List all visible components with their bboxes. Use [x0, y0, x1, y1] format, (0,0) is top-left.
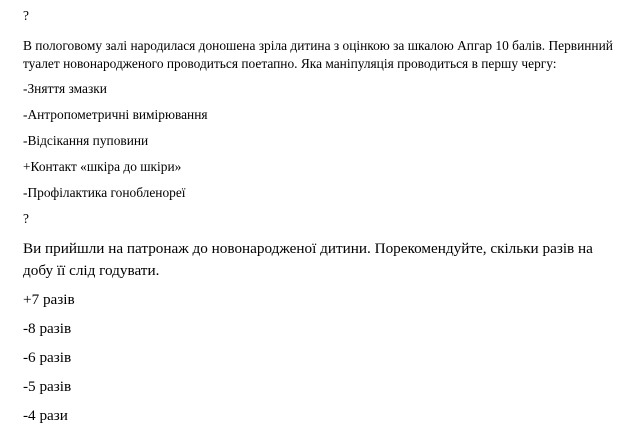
- question-1-option-5: -Профілактика гонобленореї: [23, 185, 186, 200]
- question-1-option-4-correct: +Контакт «шкіра до шкіри»: [23, 159, 182, 174]
- question-2-option-2: -8 разів: [23, 320, 72, 337]
- question-1-text-line-1: В пологовому залі народилася доношена зріла дитина з оцінкою за шкалою Апгар 10 балів. Первинний: [23, 38, 613, 53]
- question-2-option-3: -6 разів: [23, 349, 72, 366]
- question-1-option-3: -Відсікання пуповини: [23, 133, 149, 148]
- question-1-option-2: -Антропометричні вимірювання: [23, 107, 208, 122]
- question-2-text-line-1: Ви прийшли на патронаж до новонародженої дитини. Порекомендуйте, скільки разів на: [23, 240, 593, 257]
- question-1-text-line-2: туалет новонародженого проводиться поетапно. Яка маніпуляція проводиться в першу чергу:: [23, 56, 557, 71]
- question-2-text-line-2: добу її слід годувати.: [23, 262, 160, 279]
- question-2-option-1-correct: +7 разів: [23, 291, 75, 308]
- question-2-option-5: -4 рази: [23, 407, 68, 424]
- question-2-option-4: -5 разів: [23, 378, 72, 395]
- question-1-option-1: -Зняття змазки: [23, 81, 107, 96]
- question-2-marker: ?: [23, 211, 29, 226]
- question-1-marker: ?: [23, 8, 29, 23]
